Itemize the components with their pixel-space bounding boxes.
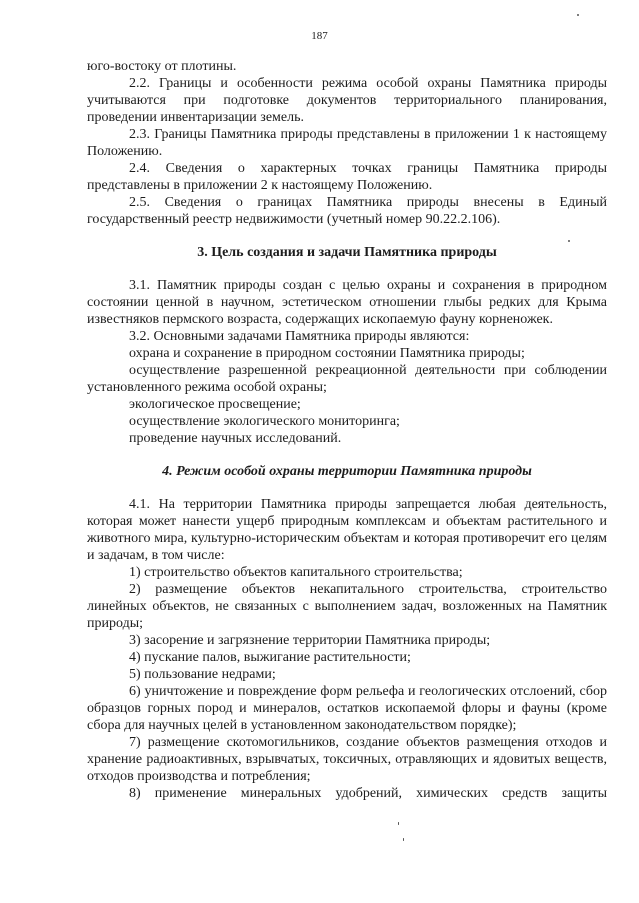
- paragraph-2-2: 2.2. Границы и особенности режима особой охраны Памятника природы учитываются при подготовке документов территориального планирования, проведении инвентаризации земель.: [87, 76, 607, 125]
- section-3-heading: 3. Цель создания и задачи Памятника природы: [197, 245, 497, 260]
- task-item: осуществление разрешенной рекреационной деятельности при соблюдении установленного режима особой охраны;: [87, 363, 607, 395]
- prohibition-item: 3) засорение и загрязнение территории Памятника природы;: [129, 633, 491, 648]
- scan-speck: [398, 822, 399, 825]
- scan-speck: [568, 240, 570, 242]
- paragraph-2-5: 2.5. Сведения о границах Памятника природы внесены в Единый государственный реестр недвижимости (учетный номер 90.22.2.106).: [87, 195, 607, 227]
- paragraph-2-4: 2.4. Сведения о характерных точках границы Памятника природы представлены в приложении 2 к настоящему Положению.: [87, 161, 607, 193]
- paragraph-3-2: 3.2. Основными задачами Памятника природы являются:: [129, 329, 470, 344]
- paragraph-continuation: юго-востоку от плотины.: [87, 59, 237, 74]
- task-item: проведение научных исследований.: [129, 431, 342, 446]
- scan-speck: [577, 14, 579, 16]
- task-item: осуществление экологического мониторинга;: [129, 414, 400, 429]
- section-4-heading: 4. Режим особой охраны территории Памятника природы: [162, 464, 532, 479]
- paragraph-4-1: 4.1. На территории Памятника природы запрещается любая деятельность, которая может нанести ущерб природным комплексам и объектам растительного и животного мира, культурно-историческим объектам и которая противоречит его целям и задачам, в том числе:: [87, 497, 607, 563]
- paragraph-2-3: 2.3. Границы Памятника природы представлены в приложении 1 к настоящему Положению.: [87, 127, 607, 159]
- prohibition-item: 5) пользование недрами;: [129, 667, 276, 682]
- document-body: [87, 58, 607, 802]
- prohibition-item: 4) пускание палов, выжигание растительности;: [129, 650, 411, 665]
- scan-speck: [403, 838, 404, 841]
- page-number: 187: [311, 30, 328, 42]
- task-item: охрана и сохранение в природном состоянии Памятника природы;: [129, 346, 525, 361]
- prohibition-item: 7) размещение скотомогильников, создание объектов размещения отходов и хранение радиоактивных, взрывчатых, токсичных, отравляющих и ядовитых веществ, отходов производства и потребления;: [87, 735, 607, 784]
- prohibition-item: 2) размещение объектов некапитального строительства, строительство линейных объектов, не связанных с выполнением задач, возложенных на Памятник природы;: [87, 582, 607, 631]
- task-item: экологическое просвещение;: [129, 397, 301, 412]
- prohibition-item: 8) применение минеральных удобрений, химических средств защиты: [129, 786, 607, 801]
- paragraph-3-1: 3.1. Памятник природы создан с целью охраны и сохранения в природном состоянии ценной в научном, эстетическом отношении глыбы редких для Крыма известняков пермского возраста, содержащих ископаемую фауну корненожек.: [87, 278, 607, 327]
- prohibition-item: 6) уничтожение и повреждение форм рельефа и геологических отслоений, сбор образцов горных пород и минералов, остатков ископаемой флоры и фауны (кроме сбора для научных целей в установленном законодательством порядке);: [87, 684, 607, 733]
- prohibition-item: 1) строительство объектов капитального строительства;: [129, 565, 463, 580]
